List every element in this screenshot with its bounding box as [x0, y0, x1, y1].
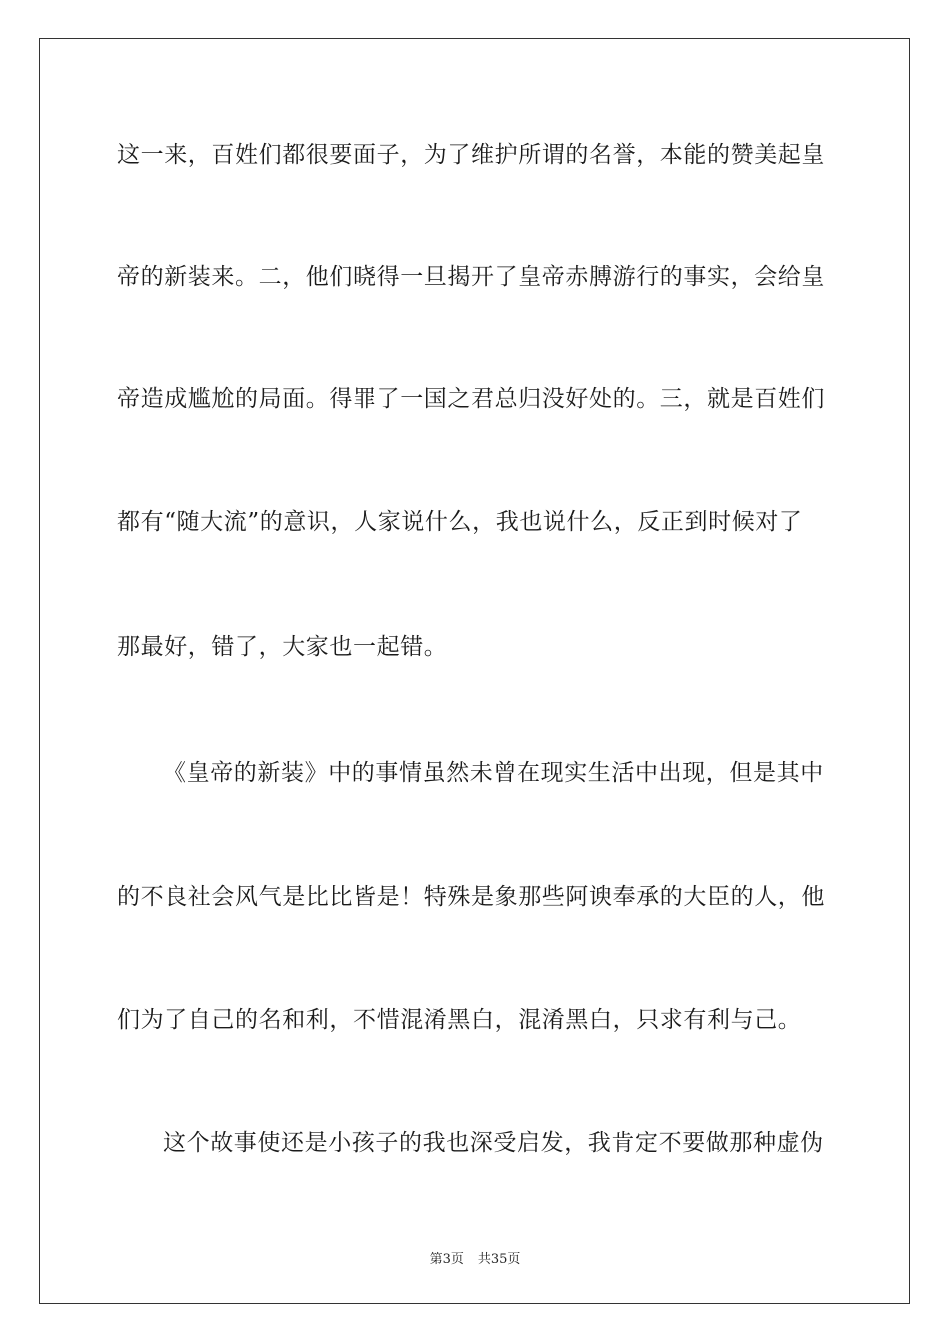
page-footer [0, 1248, 950, 1267]
page-border [39, 38, 910, 1304]
paragraph-line: 这个故事使还是小孩子的我也深受启发，我肯定不要做那种虚伪 [163, 1130, 824, 1156]
paragraph-line: 们为了自己的名和利，不惜混淆黑白，混淆黑白，只求有利与己。 [117, 1007, 802, 1033]
page-number: 第3页 [429, 1252, 464, 1267]
paragraph-line: 这一来，百姓们都很要面子，为了维护所谓的名誉，本能的赞美起皇 [117, 142, 825, 168]
paragraph-line: 的不良社会风气是比比皆是！特殊是象那些阿谀奉承的大臣的人，他 [117, 884, 825, 910]
paragraph-line: 《皇帝的新装》中的事情虽然未曾在现实生活中出现，但是其中 [163, 760, 824, 786]
page-total: 共35页 [477, 1252, 521, 1267]
paragraph-line: 帝的新装来。二，他们晓得一旦揭开了皇帝赤膊游行的事实，会给皇 [117, 264, 825, 290]
paragraph-line: 都有“随大流”的意识，人家说什么，我也说什么，反正到时候对了 [117, 509, 803, 535]
paragraph-line: 帝造成尴尬的局面。得罪了一国之君总归没好处的。三，就是百姓们 [117, 386, 825, 412]
paragraph-line: 那最好，错了，大家也一起错。 [117, 634, 448, 660]
